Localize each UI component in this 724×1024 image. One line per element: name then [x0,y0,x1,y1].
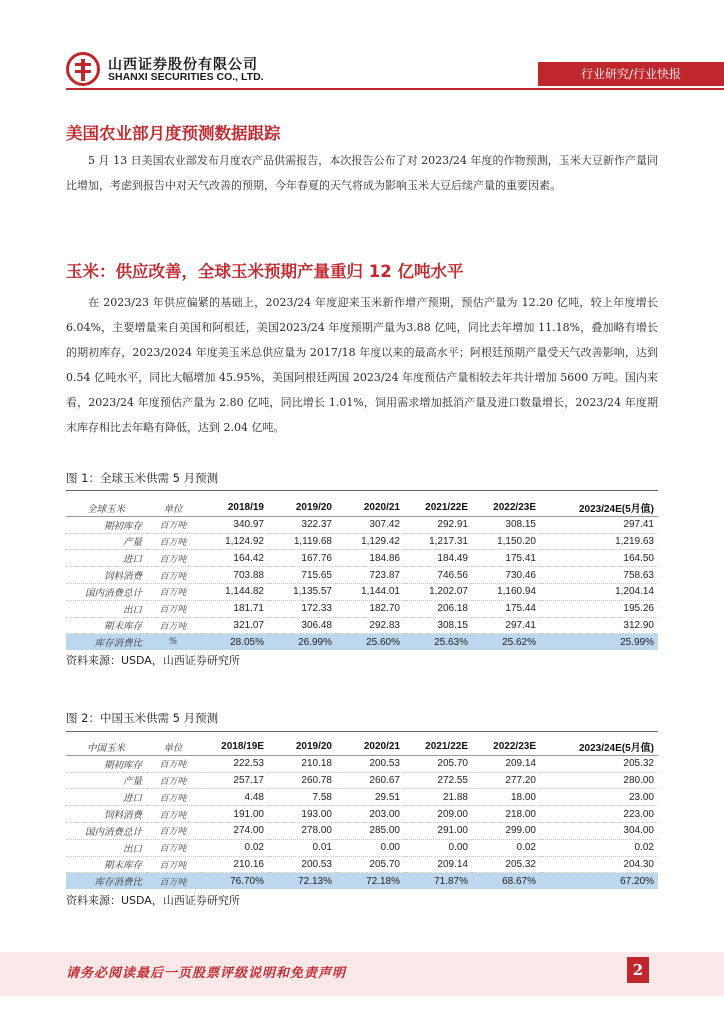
china-corn-table [66,739,658,889]
value-cell: 1,119.68 [268,533,336,550]
value-cell: 200.53 [336,755,404,772]
value-cell: 205.32 [472,856,540,873]
table-row [66,755,658,772]
header-cell: 2022/23E [472,500,540,516]
footer-disclaimer: 请务必阅读最后一页股票评级说明和免责声明 [66,966,347,981]
value-cell: 0.02 [472,839,540,856]
value-cell: 182.70 [336,600,404,617]
value-cell: 26.99% [268,634,336,650]
value-cell: 67.20% [540,873,658,889]
value-cell: 758.63 [540,567,658,584]
value-cell: 4.48 [200,789,268,806]
value-cell: 181.71 [200,600,268,617]
unit-cell: 百万吨 [146,839,200,856]
unit-cell: 百万吨 [146,600,200,617]
value-cell: 312.90 [540,617,658,634]
header-cell: 2021/22E [404,739,472,755]
value-cell: 209.14 [404,856,472,873]
value-cell: 308.15 [404,617,472,634]
row-label: 出口 [66,839,146,856]
table-row [66,772,658,789]
table-header-row [66,500,658,516]
table-row [66,856,658,873]
value-cell: 25.62% [472,634,540,650]
value-cell: 206.18 [404,600,472,617]
value-cell: 1,160.94 [472,583,540,600]
value-cell: 285.00 [336,822,404,839]
value-cell: 299.00 [472,822,540,839]
row-label: 期初库存 [66,516,146,533]
value-cell: 175.44 [472,600,540,617]
value-cell: 223.00 [540,806,658,823]
unit-cell: 百万吨 [146,516,200,533]
value-cell: 25.60% [336,634,404,650]
unit-cell: 百万吨 [146,789,200,806]
table-row [66,822,658,839]
header-cell: 2020/21 [336,739,404,755]
value-cell: 0.02 [540,839,658,856]
table-header-row [66,739,658,755]
value-cell: 297.41 [472,617,540,634]
value-cell: 322.37 [268,516,336,533]
unit-cell: 百万吨 [146,772,200,789]
value-cell: 68.67% [472,873,540,889]
value-cell: 218.00 [472,806,540,823]
value-cell: 205.32 [540,755,658,772]
row-label: 国内消费总计 [66,583,146,600]
value-cell: 746.56 [404,567,472,584]
header-cell: 全球玉米 [66,500,146,516]
value-cell: 307.42 [336,516,404,533]
value-cell: 306.48 [268,617,336,634]
company-name-en: SHANXI SECURITIES CO., LTD. [108,71,264,83]
section-title-usda: 美国农业部月度预测数据跟踪 [66,124,281,143]
table-row [66,567,658,584]
row-label: 出口 [66,600,146,617]
table-row [66,550,658,567]
value-cell: 1,217.31 [404,533,472,550]
value-cell: 277.20 [472,772,540,789]
row-label: 进口 [66,550,146,567]
paragraph-corn-text: 在 2023/23 年供应偏紧的基础上，2023/24 年度迎来玉米新作增产预期，预估产量为 12.20 亿吨，较上年度增长6.04%，主要增量来自美国和阿根廷，美国2023/24 年度预期产量为3.88 亿吨，同比去年增加 11.18%，叠加略有增长的期初库存，2023/2024 年度美玉米总供应量为 2017/18 年度以来的最高水平；阿根廷预期产量受天气改善影响，达到 0.54 亿吨水平，同比大幅增加 45.95%，美国阿根廷两国 2023/24 年度预估产量相较去年共计增加 5600 万吨。国内来看，2023/24 年度预估产量为 2.80 亿吨，同比增长 1.01%，饲用需求增加抵消产量及进口数量增长，2023/24 年度期末库存相比去年略有降低，达到 2.04 亿吨。 [66,296,658,434]
report-category-tag: 行业研究/行业快报 [538,62,724,86]
value-cell: 280.00 [540,772,658,789]
value-cell: 0.00 [404,839,472,856]
value-cell: 278.00 [268,822,336,839]
value-cell: 167.76 [268,550,336,567]
value-cell: 260.78 [268,772,336,789]
value-cell: 72.18% [336,873,404,889]
value-cell: 304.00 [540,822,658,839]
value-cell: 723.87 [336,567,404,584]
value-cell: 23.00 [540,789,658,806]
value-cell: 205.70 [404,755,472,772]
value-cell: 164.42 [200,550,268,567]
table-row [66,806,658,823]
section-title-corn: 玉米：供应改善，全球玉米预期产量重归 12 亿吨水平 [66,262,464,281]
value-cell: 200.53 [268,856,336,873]
value-cell: 184.86 [336,550,404,567]
company-logo-icon [66,52,100,86]
row-label: 进口 [66,789,146,806]
value-cell: 1,129.42 [336,533,404,550]
value-cell: 72.13% [268,873,336,889]
header-cell: 2018/19 [200,500,268,516]
table-row-highlight [66,634,658,650]
header-cell: 2019/20 [268,739,336,755]
row-label: 库存消费比 [66,873,146,889]
unit-cell: 百万吨 [146,856,200,873]
value-cell: 1,144.82 [200,583,268,600]
row-label: 产量 [66,533,146,550]
table-row [66,617,658,634]
value-cell: 210.18 [268,755,336,772]
figure2-title: 图 2：中国玉米供需 5 月预测 [66,711,219,725]
header-cell: 单位 [146,739,200,755]
value-cell: 1,144.01 [336,583,404,600]
value-cell: 193.00 [268,806,336,823]
value-cell: 292.91 [404,516,472,533]
value-cell: 209.14 [472,755,540,772]
header-cell: 2021/22E [404,500,472,516]
unit-cell: 百万吨 [146,550,200,567]
value-cell: 0.01 [268,839,336,856]
row-label: 期末库存 [66,617,146,634]
unit-cell: 百万吨 [146,873,200,889]
value-cell: 1,219.63 [540,533,658,550]
value-cell: 292.83 [336,617,404,634]
table-row [66,839,658,856]
value-cell: 0.02 [200,839,268,856]
value-cell: 18.00 [472,789,540,806]
figure2-rule [66,731,658,732]
value-cell: 340.97 [200,516,268,533]
value-cell: 703.88 [200,567,268,584]
value-cell: 172.33 [268,600,336,617]
row-label: 期末库存 [66,856,146,873]
figure1-title: 图 1：全球玉米供需 5 月预测 [66,471,219,485]
value-cell: 210.16 [200,856,268,873]
value-cell: 222.53 [200,755,268,772]
value-cell: 195.26 [540,600,658,617]
value-cell: 730.46 [472,567,540,584]
paragraph-usda-text: 5 月 13 日美国农业部发布月度农产品供需报告，本次报告公布了对 2023/24 年度的作物预测，玉米大豆新作产量同比增加，考虑到报告中对天气改善的预期，今年春夏的天气将成为影响玉米大豆后续产量的重要因素。 [66,154,658,192]
table-row [66,533,658,550]
value-cell: 204.30 [540,856,658,873]
unit-cell: 百万吨 [146,567,200,584]
table-row [66,516,658,533]
value-cell: 203.00 [336,806,404,823]
company-name-cn: 山西证券股份有限公司 [108,57,258,73]
value-cell: 257.17 [200,772,268,789]
row-label: 产量 [66,772,146,789]
unit-cell: 百万吨 [146,755,200,772]
value-cell: 164.50 [540,550,658,567]
paragraph-corn [66,290,658,440]
header-divider [66,88,724,90]
value-cell: 205.70 [336,856,404,873]
unit-cell: % [146,634,200,650]
value-cell: 297.41 [540,516,658,533]
header-cell: 2023/24E(5月值) [540,739,658,755]
value-cell: 291.00 [404,822,472,839]
value-cell: 184.49 [404,550,472,567]
value-cell: 1,204.14 [540,583,658,600]
header-cell: 2020/21 [336,500,404,516]
table-row [66,789,658,806]
row-label: 库存消费比 [66,634,146,650]
unit-cell: 百万吨 [146,806,200,823]
value-cell: 1,150.20 [472,533,540,550]
value-cell: 175.41 [472,550,540,567]
value-cell: 25.63% [404,634,472,650]
value-cell: 28.05% [200,634,268,650]
value-cell: 272.55 [404,772,472,789]
figure1-source: 资料来源：USDA，山西证券研究所 [66,654,240,667]
value-cell: 715.65 [268,567,336,584]
value-cell: 71.87% [404,873,472,889]
header-cell: 2019/20 [268,500,336,516]
figure1-rule [66,490,658,491]
row-label: 饲料消费 [66,806,146,823]
unit-cell: 百万吨 [146,583,200,600]
value-cell: 209.00 [404,806,472,823]
value-cell: 21.88 [404,789,472,806]
header-cell: 2023/24E(5月值) [540,500,658,516]
row-label: 饲料消费 [66,567,146,584]
unit-cell: 百万吨 [146,617,200,634]
value-cell: 260.67 [336,772,404,789]
unit-cell: 百万吨 [146,822,200,839]
value-cell: 0.00 [336,839,404,856]
value-cell: 274.00 [200,822,268,839]
unit-cell: 百万吨 [146,533,200,550]
row-label: 期初库存 [66,755,146,772]
table-row-highlight [66,873,658,889]
value-cell: 321.07 [200,617,268,634]
paragraph-usda [66,148,658,198]
header-cell: 中国玉米 [66,739,146,755]
value-cell: 76.70% [200,873,268,889]
row-label: 国内消费总计 [66,822,146,839]
table-row [66,583,658,600]
value-cell: 191.00 [200,806,268,823]
value-cell: 1,202.07 [404,583,472,600]
header-cell: 单位 [146,500,200,516]
table-row [66,600,658,617]
page-number: 2 [627,957,649,983]
header-cell: 2018/19E [200,739,268,755]
figure2-source: 资料来源：USDA，山西证券研究所 [66,894,240,907]
value-cell: 29.51 [336,789,404,806]
value-cell: 7.58 [268,789,336,806]
value-cell: 308.15 [472,516,540,533]
header-cell: 2022/23E [472,739,540,755]
value-cell: 25.99% [540,634,658,650]
value-cell: 1,124.92 [200,533,268,550]
global-corn-table [66,500,658,650]
value-cell: 1,135.57 [268,583,336,600]
